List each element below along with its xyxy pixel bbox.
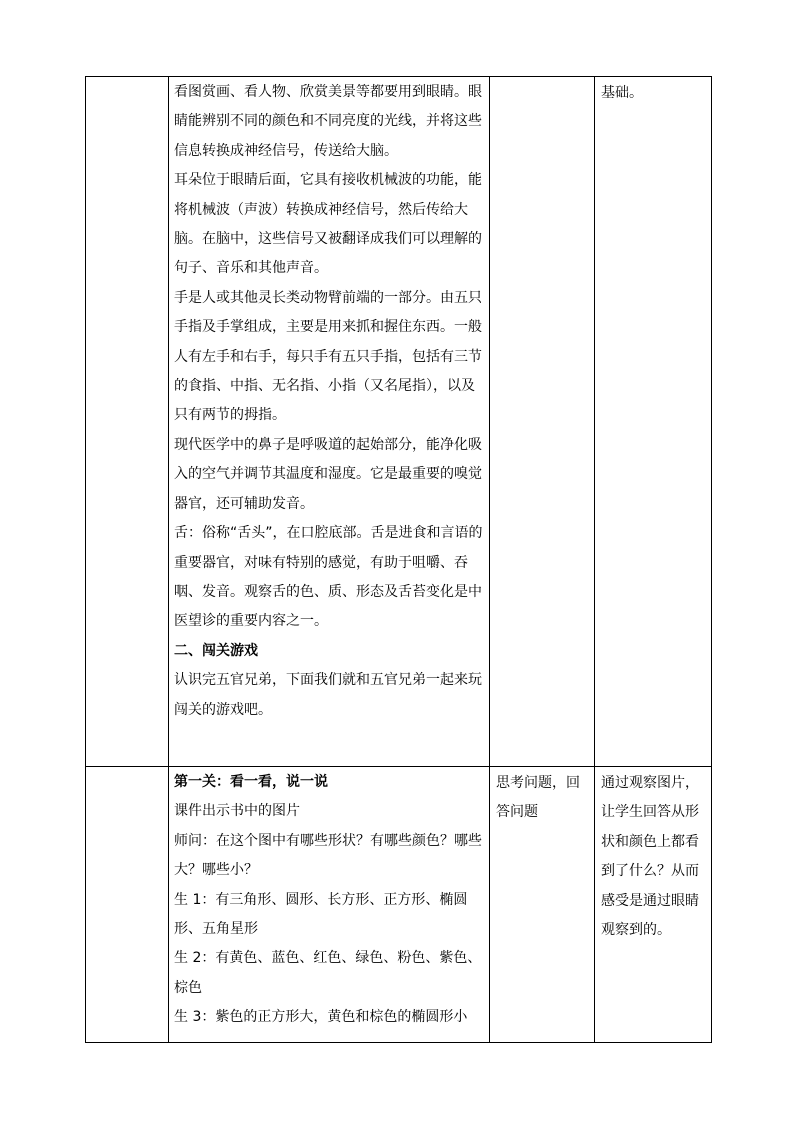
- paragraph: 舌：俗称“舌头”，在口腔底部。舌是进食和言语的重要器官，对味有特别的感觉，有助于咀嚼、吞咽、发音。观察舌的色、质、形态及舌苔变化是中医望诊的重要内容之一。: [174, 525, 483, 630]
- section-heading: 第一关：看一看，说一说: [174, 774, 328, 790]
- table-cell-student-activity: [490, 767, 595, 1043]
- paragraph: 生 3：紫色的正方形大，黄色和棕色的椭圆形小: [174, 1009, 468, 1026]
- table-cell-content: [169, 767, 490, 1043]
- paragraph: 生 2：有黄色、蓝色、红色、绿色、粉色、紫色、棕色: [174, 950, 482, 996]
- paragraph: 耳朵位于眼睛后面，它具有接收机械波的功能，能将机械波（声波）转换成神经信号，然后传给大脑。在脑中，这些信号又被翻译成我们可以理解的句子、音乐和其他声音。: [174, 172, 482, 277]
- paragraph: 手是人或其他灵长类动物臂前端的一部分。由五只手指及手掌组成，主要是用来抓和握住东西。一般人有左手和右手，每只手有五只手指，包括有三节的食指、中指、无名指、小指（又名尾指），以及只有两节的拇指。: [174, 289, 482, 424]
- lesson-plan-table: [85, 76, 712, 1043]
- design-intent-text: 通过观察图片，让学生回答从形状和颜色上都看到了什么？从而感受是通过眼睛观察到的。: [601, 775, 699, 939]
- table-cell-col1: [86, 767, 169, 1043]
- table-cell-design-intent: [595, 77, 712, 767]
- paragraph: 课件出示书中的图片: [174, 803, 300, 820]
- paragraph: 看图赏画、看人物、欣赏美景等都要用到眼睛。眼睛能辨别不同的颜色和不同亮度的光线，并将这些信息转换成神经信号，传送给大脑。: [174, 84, 482, 159]
- table-cell-design-intent: [595, 767, 712, 1043]
- content-text-block: [169, 767, 489, 1033]
- paragraph: 师问：在这个图中有哪些形状？有哪些颜色？哪些大？哪些小？: [174, 832, 482, 879]
- student-activity-text: [490, 77, 594, 79]
- table-row: [86, 77, 712, 767]
- content-text-block: [169, 77, 489, 725]
- table-cell-col1: [86, 77, 169, 767]
- table-row: [86, 767, 712, 1043]
- paragraph: 认识完五官兄弟，下面我们就和五官兄弟一起来玩闯关的游戏吧。: [174, 672, 482, 718]
- table-cell-student-activity: [490, 77, 595, 767]
- paragraph: 现代医学中的鼻子是呼吸道的起始部分，能净化吸入的空气并调节其温度和湿度。它是最重要的嗅觉器官，还可辅助发音。: [174, 436, 482, 512]
- design-intent-text: 基础。: [601, 85, 643, 101]
- student-activity-text: 思考问题，回答问题: [496, 775, 580, 821]
- table-cell-content: [169, 77, 490, 767]
- paragraph: 生 1：有三角形、圆形、长方形、正方形、椭圆形、五角星形: [174, 891, 468, 938]
- section-heading: 二、闯关游戏: [174, 642, 258, 659]
